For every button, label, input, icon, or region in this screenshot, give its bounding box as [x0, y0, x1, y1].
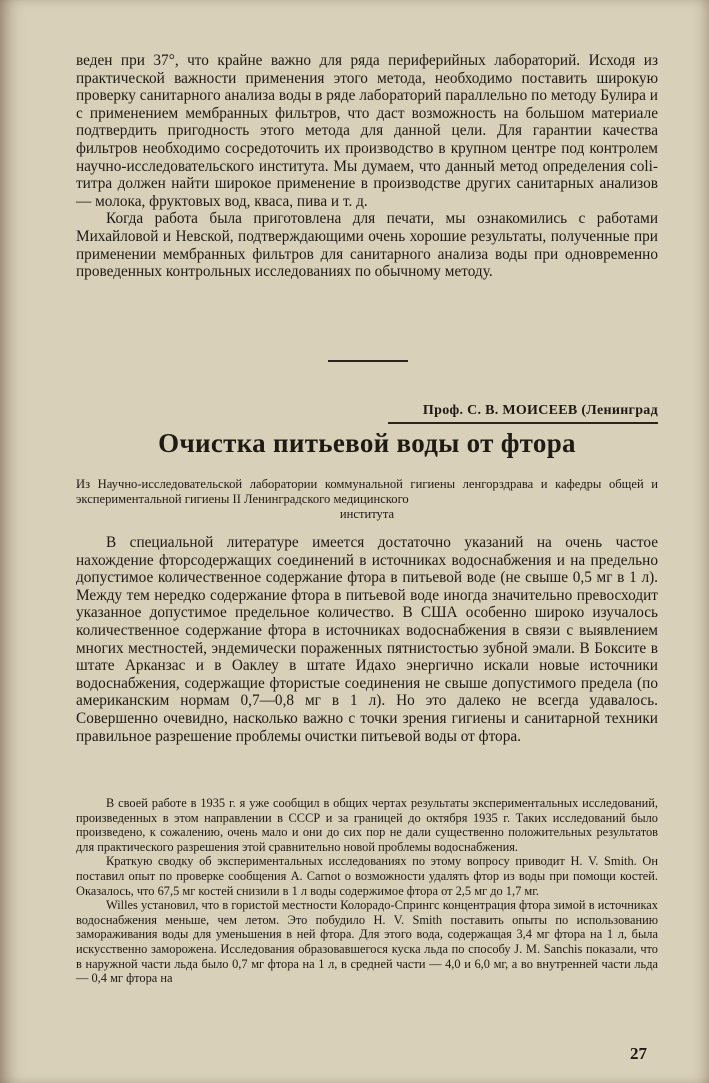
paragraph: Краткую сводку об экспериментальных исследованиях по этому вопросу приводит H. V. Smith. Он поставил опыт по проверке сообщения A. Carnot о возможности удалять фтор из воды при помощи костей. Оказалось, что 67,5 мг костей снизили в 1 л воды содержимое фтора от 2,5 мг до 1,7 мг.	[76, 854, 658, 898]
affiliation-text: Из Научно-исследовательской лаборатории коммунальной гигиены ленгорздрава и кафедры общей и экспериментальной гигиены II Ленинградского медицинского	[76, 477, 658, 506]
author-underline	[388, 422, 658, 424]
page-number: 27	[630, 1044, 647, 1063]
continued-text	[76, 52, 658, 281]
paragraph: Willes установил, что в гористой местности Колорадо-Спрингс концентрация фтора зимой в источниках водоснабжения меньше, чем летом. Это побудило H. V. Smith поставить опыты по использованию замораживания воды для уменьшения в ней фтора. Для этого вода, содержащая 3,4 мг фтора на 1 л, была искусственно заморожена. Исследования образовавшегося куска льда по способу J. M. Sanchis показали, что в наружной части льда было 0,7 мг фтора на 1 л, в средней части — 4,0 и 6,0 мг, а во внутренней части льда — 0,4 мг фтора на	[76, 898, 658, 986]
paragraph: Когда работа была приготовлена для печати, мы ознакомились с работами Михайловой и Невской, подтверждающими очень хорошие результаты, полученные при применении мембранных фильтров для санитарного анализа воды при одновременно проведенных контрольных исследованиях по обычному методу.	[76, 210, 658, 281]
paragraph: В своей работе в 1935 г. я уже сообщил в общих чертах результаты экспериментальных исследований, произведенных в этом направлении в СССР и за границей до октября 1935 г. Таких исследований было произведено, к сожалению, очень мало и они до сих пор не дали существенно положительных результатов для практического разрешения этой сравнительно новой проблемы водоснабжения.	[76, 796, 658, 854]
article-body	[76, 534, 658, 745]
article-title: Очистка питьевой воды от фтора	[158, 428, 576, 458]
section-divider	[328, 360, 408, 362]
article-author: Проф. С. В. МОИСЕЕВ (Ленинград	[422, 403, 658, 418]
paragraph: В специальной литературе имеется достаточно указаний на очень частое нахождение фторсодержащих соединений в источниках водоснабжения и на предельно допустимое количественное содержание фтора в питьевой воде (не свыше 0,5 мг в 1 л). Между тем нередко содержание фтора в питьевой воде иногда значительно превосходит указанное допустимое предельное количество. В США особенно широко изучалось количественное содержание фтора в источниках водоснабжения в связи с выявлением многих местностей, эндемически пораженных пятнистостью зубной эмали. В Боксите в штате Арканзас и в Оаклеу в штате Идахо энергично искали новые источники водоснабжения, содержащие фтористые соединения не свыше допустимого предела (по американским нормам 0,7—0,8 мг в 1 л). Но это далеко не всегда удавалось. Совершенно очевидно, насколько важно с точки зрения гигиены и санитарной техники правильное разрешение проблемы очистки питьевой воды от фтора.	[76, 534, 658, 745]
affiliation-text-last: института	[339, 507, 395, 521]
paragraph: веден при 37°, что крайне важно для ряда периферийных лабораторий. Исходя из практической важности применения этого метода, необходимо поставить широкую проверку санитарного анализа воды в ряде лабораторий параллельно по методу Булира и с применением мембранных фильтров, что даст возможность на большом материале подтвердить пригодность этого метода для данной цели. Для гарантии качества фильтров необходимо сосредоточить их производство в крупном центре под контролем научно-исследовательского института. Мы думаем, что данный метод определения coli-титра должен найти широкое применение в производстве других санитарных анализов — молока, фруктовых вод, кваса, пива и т. д.	[76, 52, 658, 210]
article-affiliation	[76, 477, 658, 522]
article-small-print	[76, 796, 658, 986]
